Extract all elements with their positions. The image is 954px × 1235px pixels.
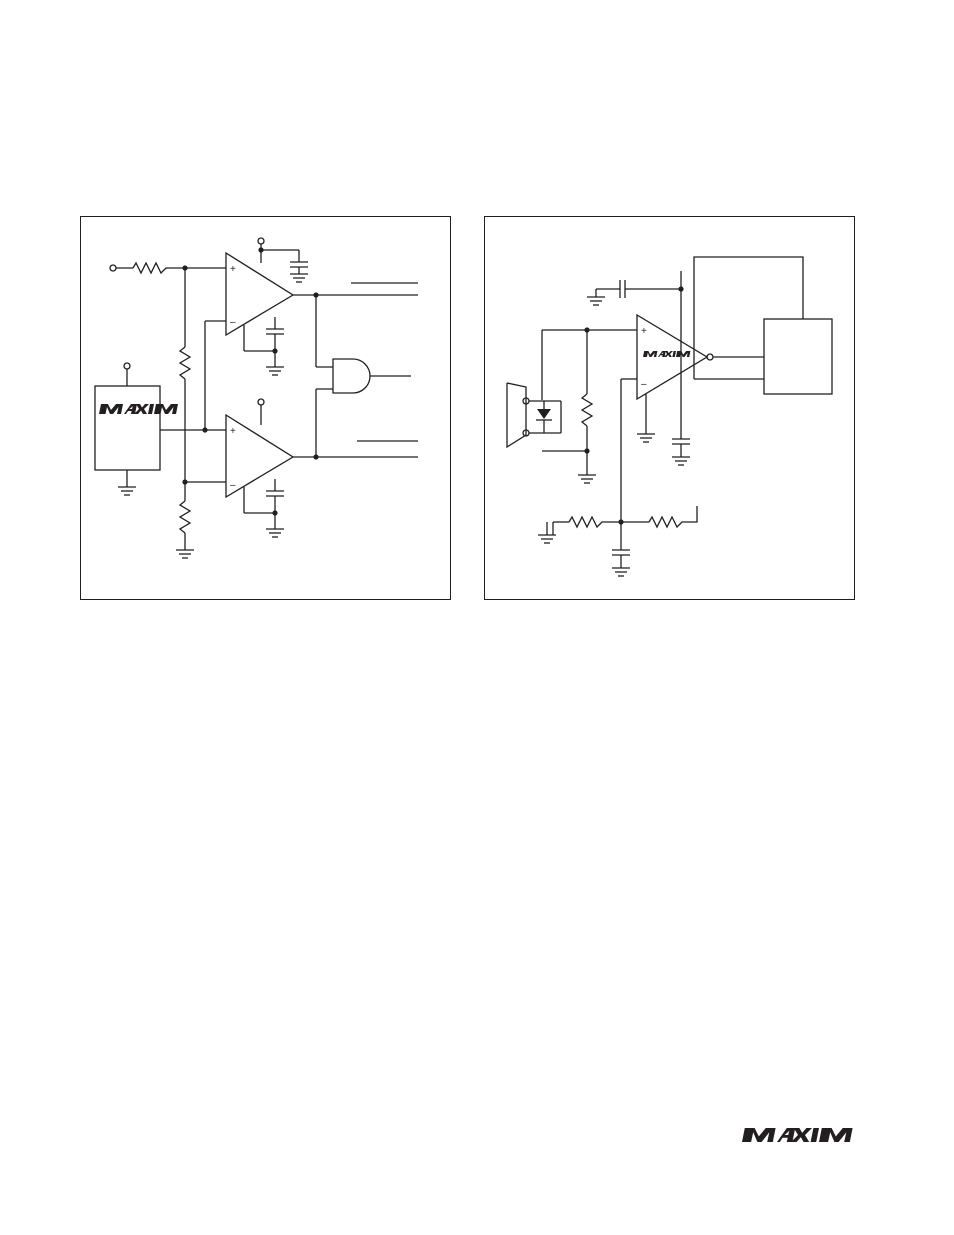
bypass-capacitor: [290, 262, 308, 267]
divider-resistor-bottom: [180, 501, 190, 533]
controller-block: [764, 319, 832, 394]
photodiode-amplifier: [637, 315, 707, 399]
filter-capacitor: [612, 550, 630, 555]
ground-symbol: [587, 297, 605, 305]
bias-resistor-left: [569, 517, 621, 527]
comparator-bottom-minus-label: –: [230, 480, 236, 491]
comparator-top: [226, 253, 293, 335]
photodiode: [536, 401, 552, 433]
ground-symbol: [118, 487, 136, 495]
supply-terminal: [258, 399, 264, 405]
input-terminal: [110, 265, 116, 271]
comparator-bottom: [226, 415, 293, 497]
input-resistor: [133, 263, 185, 273]
ground-symbol: [266, 367, 284, 375]
hysteresis-capacitor: [266, 329, 284, 334]
photodiode-amplifier-schematic: [484, 216, 855, 600]
divider-resistor-top: [180, 347, 190, 379]
bias-resistor-right: [649, 506, 697, 527]
voltage-reference-ic: [95, 386, 160, 470]
ground-symbol: [266, 529, 284, 537]
ground-symbol: [612, 568, 630, 576]
and-gate: [333, 359, 370, 393]
load-resistor: [582, 394, 592, 426]
supply-capacitor: [620, 280, 625, 298]
hysteresis-capacitor: [266, 491, 284, 496]
light-source: [507, 383, 526, 447]
photodiode-amplifier-drawing: [485, 217, 856, 601]
adc-block: [694, 257, 803, 379]
amplifier-minus-label: –: [641, 379, 647, 390]
window-comparator-drawing: [81, 217, 452, 601]
ground-symbol: [672, 457, 690, 465]
maxim-footer-logo: [742, 1124, 854, 1146]
maxim-logo: [99, 404, 178, 414]
reference-supply-terminal: [124, 363, 130, 369]
decoupling-capacitor: [672, 439, 690, 444]
maxim-logo: [643, 351, 690, 357]
supply-terminal: [258, 238, 264, 244]
window-comparator-schematic: [80, 216, 451, 600]
ground-symbol: [637, 434, 655, 442]
ground-symbol: [290, 274, 308, 282]
comparator-top-minus-label: –: [230, 317, 236, 328]
ground-symbol: [176, 550, 194, 558]
ground-symbol: [538, 535, 556, 543]
comparator-top-plus-label: +: [230, 264, 236, 275]
ground-symbol: [578, 475, 596, 483]
amplifier-plus-label: +: [641, 326, 647, 337]
comparator-bottom-plus-label: +: [230, 426, 236, 437]
